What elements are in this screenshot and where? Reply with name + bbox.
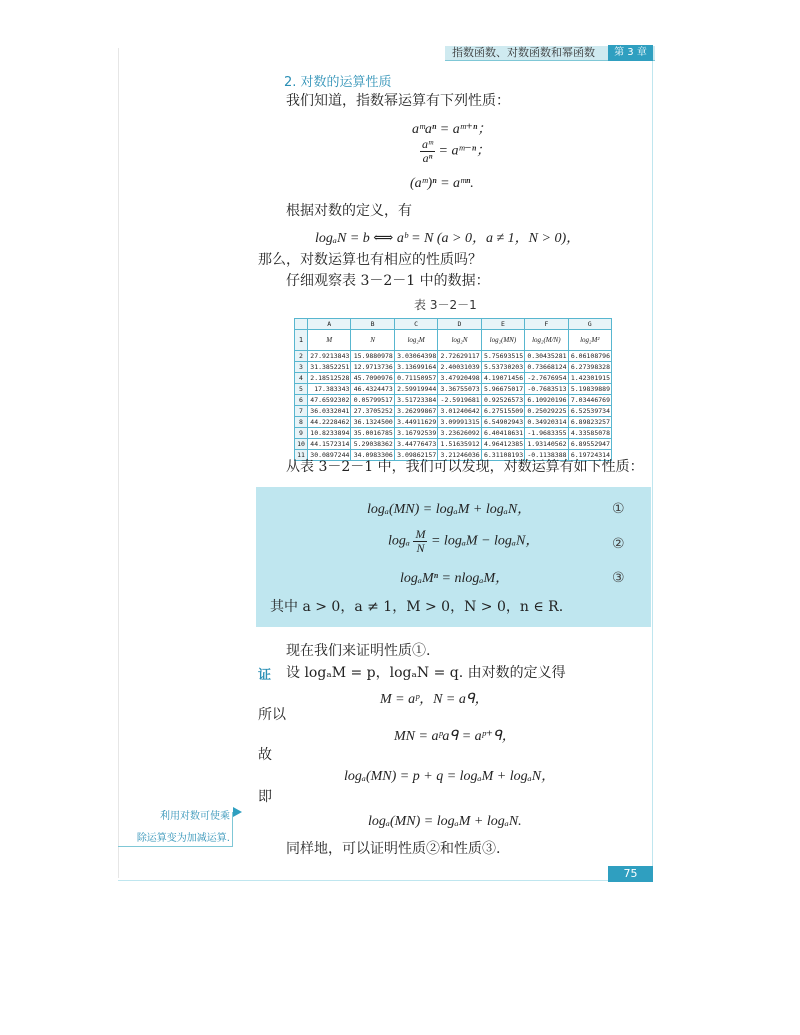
table-cell: 3.26299867 bbox=[394, 406, 437, 417]
table-cell: 5.29038362 bbox=[351, 439, 394, 450]
fraction-denominator: N bbox=[416, 541, 425, 555]
question-text: 那么，对数运算也有相应的性质吗？ bbox=[258, 252, 482, 268]
table-cell: 3.51723384 bbox=[394, 395, 437, 406]
table-cell: 4.19071456 bbox=[481, 373, 524, 384]
table-cell: 3.47920498 bbox=[438, 373, 481, 384]
table-cell: 3.21246036 bbox=[438, 450, 481, 461]
column-letter: F bbox=[525, 319, 568, 330]
header-cell: log₂(MN) bbox=[481, 330, 524, 351]
margin-rule bbox=[118, 48, 119, 878]
table-cell: 0.34920314 bbox=[525, 417, 568, 428]
table-row bbox=[295, 439, 612, 450]
table-cell: -2.5919681 bbox=[438, 395, 481, 406]
header-cell: log₂M bbox=[394, 330, 437, 351]
table-cell: 3.44776473 bbox=[394, 439, 437, 450]
proof-line-2: M = aᵖ，N = aᑫ， bbox=[380, 692, 489, 707]
table-cell: 15.9880978 bbox=[351, 351, 394, 362]
property-3: logₐMⁿ = nlogₐM， bbox=[400, 571, 510, 586]
row-number: 2 bbox=[295, 351, 308, 362]
exp-property-2-rhs: = aᵐ⁻ⁿ； bbox=[438, 143, 491, 159]
table-body bbox=[295, 351, 612, 461]
table-cell: 3.01240642 bbox=[438, 406, 481, 417]
table-cell: 5.96675017 bbox=[481, 384, 524, 395]
so-label-1: 所以 bbox=[258, 707, 286, 723]
column-letter: D bbox=[438, 319, 481, 330]
table-cell: 3.13699164 bbox=[394, 362, 437, 373]
table-cell: 6.27398328 bbox=[568, 362, 611, 373]
exp-property-2 bbox=[420, 138, 490, 165]
table-cell: 36.0332041 bbox=[308, 406, 351, 417]
row-number: 11 bbox=[295, 450, 308, 461]
table-cell: 17.383343 bbox=[308, 384, 351, 395]
table-cell: 2.40031039 bbox=[438, 362, 481, 373]
table-cell: 3.09991315 bbox=[438, 417, 481, 428]
table-cell: 35.0016785 bbox=[351, 428, 394, 439]
property-2-lhs: logₐ bbox=[388, 533, 410, 549]
table-cell: 6.31108193 bbox=[481, 450, 524, 461]
table-cell: 0.05799517 bbox=[351, 395, 394, 406]
side-note bbox=[118, 806, 230, 850]
table-row bbox=[295, 395, 612, 406]
exp-property-3: (aᵐ)ⁿ = aᵐⁿ. bbox=[410, 176, 474, 191]
table-cell: 6.54902943 bbox=[481, 417, 524, 428]
table-caption: 表 3－2－1 bbox=[414, 298, 477, 312]
flag-icon bbox=[233, 807, 242, 817]
table-cell: 36.1324500 bbox=[351, 417, 394, 428]
property-1: logₐ(MN) = logₐM + logₐN， bbox=[367, 502, 532, 517]
table-cell: 1.42301915 bbox=[568, 373, 611, 384]
row-number: 9 bbox=[295, 428, 308, 439]
fraction bbox=[413, 528, 427, 555]
table-cell: 10.8233894 bbox=[308, 428, 351, 439]
intro-text: 我们知道，指数幂运算有下列性质： bbox=[286, 93, 510, 109]
page-number: 75 bbox=[608, 866, 653, 882]
log-definition-formula: logₐN = b ⟺ aᵇ = N (a > 0，a ≠ 1，N > 0)， bbox=[315, 231, 581, 246]
exp-property-1: aᵐaⁿ = aᵐ⁺ⁿ； bbox=[412, 122, 492, 137]
condition-text: 其中 a > 0，a ≠ 1，M > 0，N > 0，n ∈ R. bbox=[270, 599, 564, 615]
table-row bbox=[295, 373, 612, 384]
mark-1: ① bbox=[612, 501, 625, 517]
side-note-bracket bbox=[232, 812, 233, 846]
table-cell: 12.9713736 bbox=[351, 362, 394, 373]
fraction-denominator: aⁿ bbox=[422, 151, 433, 165]
table-row bbox=[295, 384, 612, 395]
table-cell: 3.03064398 bbox=[394, 351, 437, 362]
table-cell: 45.7090976 bbox=[351, 373, 394, 384]
table-row bbox=[295, 351, 612, 362]
table-cell: 3.16792539 bbox=[394, 428, 437, 439]
table-row bbox=[295, 406, 612, 417]
table-cell: 6.06108796 bbox=[568, 351, 611, 362]
chapter-badge: 第 3 章 bbox=[608, 45, 653, 61]
table-cell: 2.59919944 bbox=[394, 384, 437, 395]
proof-mark: 证 bbox=[258, 668, 272, 683]
table-cell: 6.89552947 bbox=[568, 439, 611, 450]
table-cell: 6.19724314 bbox=[568, 450, 611, 461]
table-cell: -0.7683513 bbox=[525, 384, 568, 395]
property-2-rhs: = logₐM − logₐN， bbox=[430, 533, 540, 549]
table-cell: 0.92526573 bbox=[481, 395, 524, 406]
table-cell: 7.03446769 bbox=[568, 395, 611, 406]
row-number: 3 bbox=[295, 362, 308, 373]
column-letter: G bbox=[568, 319, 611, 330]
data-table bbox=[294, 318, 612, 461]
fraction-numerator: aᵐ bbox=[422, 137, 434, 151]
column-letter: C bbox=[394, 319, 437, 330]
mark-2: ② bbox=[612, 536, 625, 552]
column-letter: E bbox=[481, 319, 524, 330]
table-row bbox=[295, 362, 612, 373]
column-letter-row bbox=[295, 319, 612, 330]
table-cell: 6.52539734 bbox=[568, 406, 611, 417]
proof-line-1: 设 logₐM = p，logₐN = q. 由对数的定义得 bbox=[286, 665, 566, 681]
table-cell: 2.18512528 bbox=[308, 373, 351, 384]
table-cell: 4.33585078 bbox=[568, 428, 611, 439]
header-cell: M bbox=[308, 330, 351, 351]
table-cell: 31.3852251 bbox=[308, 362, 351, 373]
column-letter: A bbox=[308, 319, 351, 330]
header-cell: log₂M² bbox=[568, 330, 611, 351]
row-number: 6 bbox=[295, 395, 308, 406]
row-number: 10 bbox=[295, 439, 308, 450]
row-number: 5 bbox=[295, 384, 308, 395]
table-cell: 44.1572314 bbox=[308, 439, 351, 450]
table-cell: 5.53730203 bbox=[481, 362, 524, 373]
side-note-line-2: 除运算变为加减运算. bbox=[136, 833, 230, 844]
table-cell: 3.23626092 bbox=[438, 428, 481, 439]
table-cell: 0.73668124 bbox=[525, 362, 568, 373]
so-label-2: 故 bbox=[258, 747, 272, 763]
prove-intro: 现在我们来证明性质①. bbox=[286, 643, 431, 659]
margin-rule-right bbox=[652, 60, 653, 866]
table-cell: 3.36755073 bbox=[438, 384, 481, 395]
footer-rule bbox=[118, 880, 608, 881]
proof-line-5: logₐ(MN) = logₐM + logₐN. bbox=[368, 814, 522, 829]
header-cell: N bbox=[351, 330, 394, 351]
table-cell: 27.3705252 bbox=[351, 406, 394, 417]
table-cell: 1.51635912 bbox=[438, 439, 481, 450]
running-header-title: 指数函数、对数函数和幂函数 bbox=[452, 46, 595, 59]
table-row bbox=[295, 417, 612, 428]
table-cell: 0.25029225 bbox=[525, 406, 568, 417]
corner-cell bbox=[295, 319, 308, 330]
table-cell: 27.9213843 bbox=[308, 351, 351, 362]
table-row bbox=[295, 428, 612, 439]
table-cell: -0.1138388 bbox=[525, 450, 568, 461]
so-label-3: 即 bbox=[258, 789, 272, 805]
table-cell: 46.4324473 bbox=[351, 384, 394, 395]
row-number: 7 bbox=[295, 406, 308, 417]
header-cell: log₂N bbox=[438, 330, 481, 351]
table-cell: 0.71150957 bbox=[394, 373, 437, 384]
table-cell: 6.10920196 bbox=[525, 395, 568, 406]
section-title: 2. 对数的运算性质 bbox=[284, 75, 392, 90]
fraction-numerator: M bbox=[415, 527, 426, 541]
table-cell: 1.93140562 bbox=[525, 439, 568, 450]
row-number: 8 bbox=[295, 417, 308, 428]
table-cell: 47.6592302 bbox=[308, 395, 351, 406]
side-note-underline bbox=[118, 846, 233, 847]
header-row bbox=[295, 330, 612, 351]
definition-intro: 根据对数的定义，有 bbox=[286, 203, 412, 219]
row-number: 1 bbox=[295, 330, 308, 351]
header-cell: log₂(M/N) bbox=[525, 330, 568, 351]
table-cell: 0.30435281 bbox=[525, 351, 568, 362]
fraction bbox=[420, 138, 435, 165]
table-cell: 44.2228462 bbox=[308, 417, 351, 428]
row-number: 4 bbox=[295, 373, 308, 384]
table-cell: 6.27515509 bbox=[481, 406, 524, 417]
table-cell: 30.0897244 bbox=[308, 450, 351, 461]
table-cell: -2.7676954 bbox=[525, 373, 568, 384]
discover-text: 从表 3－2－1 中，我们可以发现，对数运算有如下性质： bbox=[286, 459, 644, 475]
observe-text: 仔细观察表 3－2－1 中的数据： bbox=[286, 273, 490, 289]
table-cell: 4.96412385 bbox=[481, 439, 524, 450]
table-cell: -1.9683355 bbox=[525, 428, 568, 439]
proof-line-3: MN = aᵖaᑫ = aᵖ⁺ᑫ， bbox=[394, 729, 516, 744]
similarly-text: 同样地，可以证明性质②和性质③. bbox=[286, 841, 501, 857]
table-cell: 6.40418631 bbox=[481, 428, 524, 439]
table-cell: 3.44911629 bbox=[394, 417, 437, 428]
table-cell: 2.72629117 bbox=[438, 351, 481, 362]
mark-3: ③ bbox=[612, 570, 625, 586]
proof-line-4: logₐ(MN) = p + q = logₐM + logₐN， bbox=[344, 769, 556, 784]
table-cell: 5.75693515 bbox=[481, 351, 524, 362]
property-2 bbox=[388, 528, 539, 555]
table-cell: 34.0983306 bbox=[351, 450, 394, 461]
table-cell: 5.19839889 bbox=[568, 384, 611, 395]
table-cell: 3.09862157 bbox=[394, 450, 437, 461]
side-note-line-1: 利用对数可使乘 bbox=[160, 811, 230, 822]
column-letter: B bbox=[351, 319, 394, 330]
table-cell: 6.89823257 bbox=[568, 417, 611, 428]
